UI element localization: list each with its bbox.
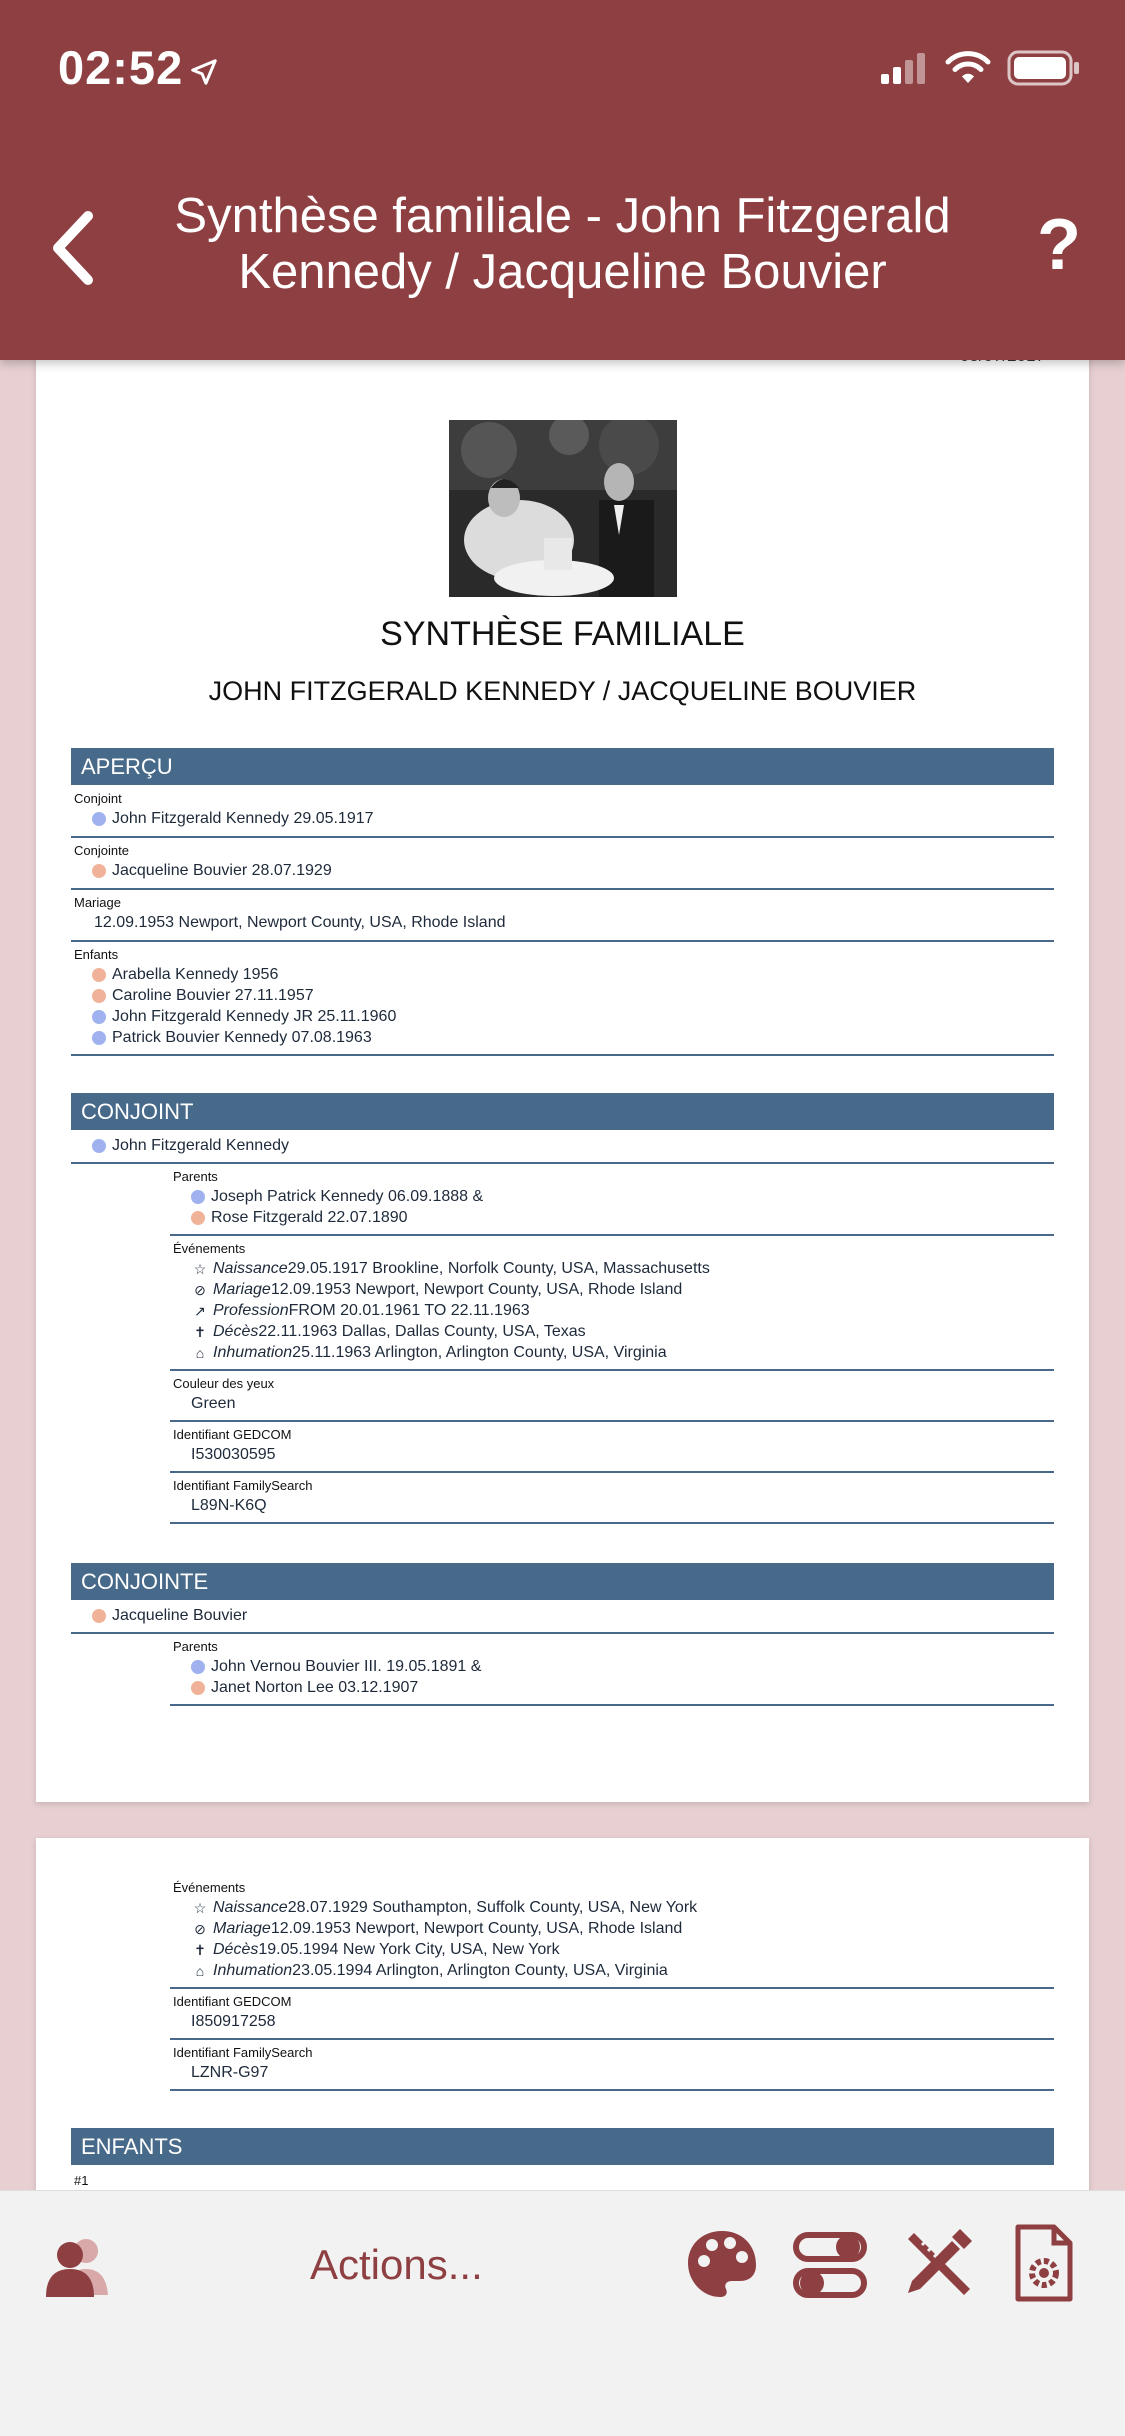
chevron-left-icon xyxy=(46,208,106,288)
tomb-icon: ⌂ xyxy=(195,1345,205,1361)
status-icons xyxy=(879,50,1081,86)
report-title: SYNTHÈSE FAMILIALE xyxy=(380,615,745,653)
conjoint-label: Conjoint xyxy=(74,791,122,806)
divider xyxy=(170,2089,1054,2091)
event-naissance: ☆ Naissance 28.07.1929 Southampton, Suffolk County, USA, New York xyxy=(191,1899,697,1917)
location-arrow-icon xyxy=(189,57,219,87)
parent-mother[interactable]: Rose Fitzgerald 22.07.1890 xyxy=(191,1209,408,1227)
divider xyxy=(71,888,1054,890)
gedcom-value: I530030595 xyxy=(191,1446,276,1463)
settings-toggle-button[interactable] xyxy=(792,2229,868,2306)
rings-icon: ⊘ xyxy=(194,1920,206,1937)
male-dot-icon xyxy=(92,1010,106,1024)
divider xyxy=(71,1054,1054,1056)
report-page-1 xyxy=(36,340,1089,1802)
divider xyxy=(71,1632,1054,1634)
parent-father[interactable]: Joseph Patrick Kennedy 06.09.1888 & xyxy=(191,1188,483,1206)
divider xyxy=(71,836,1054,838)
female-dot-icon xyxy=(92,1609,106,1623)
child-number-label: #1 xyxy=(74,2173,89,2188)
event-mariage: ⊘ Mariage 12.09.1953 Newport, Newport County, USA, Rhode Island xyxy=(191,1281,682,1299)
divider xyxy=(170,1704,1054,1706)
male-dot-icon xyxy=(92,812,106,826)
star-icon: ☆ xyxy=(193,1260,207,1277)
rings-icon: ⊘ xyxy=(194,1281,206,1298)
male-dot-icon xyxy=(191,1190,205,1204)
palette-icon xyxy=(684,2227,760,2303)
event-inhumation: ⌂ Inhumation 23.05.1994 Arlington, Arlington County, USA, Virginia xyxy=(191,1962,668,1980)
mariage-label: Mariage xyxy=(74,895,121,910)
document-gear-icon xyxy=(1012,2223,1076,2303)
cellular-signal-icon xyxy=(879,52,929,84)
gedcom-label: Identifiant GEDCOM xyxy=(173,1427,292,1442)
familysearch-label: Identifiant FamilySearch xyxy=(173,1478,313,1493)
overview-child[interactable]: Patrick Bouvier Kennedy 07.08.1963 xyxy=(92,1029,372,1047)
section-conjoint-header: CONJOINT xyxy=(71,1093,1054,1130)
overview-child[interactable]: Caroline Bouvier 27.11.1957 xyxy=(92,987,314,1005)
event-deces: ✝ Décès 22.11.1963 Dallas, Dallas County, USA, Texas xyxy=(191,1323,586,1341)
couple-photo xyxy=(449,420,677,597)
persons-button[interactable] xyxy=(42,2229,114,2306)
gedcom-value: I850917258 xyxy=(191,2013,276,2030)
female-dot-icon xyxy=(92,864,106,878)
conjointe-label: Conjointe xyxy=(74,843,129,858)
enfants-label: Enfants xyxy=(74,947,119,962)
overview-conjoint[interactable]: John Fitzgerald Kennedy 29.05.1917 xyxy=(92,810,374,828)
section-enfants-header: ENFANTS xyxy=(71,2128,1054,2165)
report-subtitle: JOHN FITZGERALD KENNEDY / JACQUELINE BOUVIER xyxy=(208,676,917,706)
actions-button[interactable]: Actions... xyxy=(310,2241,483,2288)
overview-conjointe[interactable]: Jacqueline Bouvier 28.07.1929 xyxy=(92,862,332,880)
overview-mariage: 12.09.1953 Newport, Newport County, USA, Rhode Island xyxy=(94,914,506,931)
section-apercu-header: APERÇU xyxy=(71,748,1054,785)
battery-icon xyxy=(1007,50,1081,86)
female-dot-icon xyxy=(191,1681,205,1695)
document-settings-button[interactable] xyxy=(1012,2223,1076,2308)
eye-color-label: Couleur des yeux xyxy=(173,1376,275,1391)
overview-child[interactable]: Arabella Kennedy 1956 xyxy=(92,966,278,984)
event-inhumation: ⌂ Inhumation 25.11.1963 Arlington, Arlington County, USA, Virginia xyxy=(191,1344,667,1362)
events-label: Événements xyxy=(173,1880,246,1895)
male-dot-icon xyxy=(191,1660,205,1674)
male-dot-icon xyxy=(92,1139,106,1153)
event-profession: ↗ Profession FROM 20.01.1961 TO 22.11.1963 xyxy=(191,1302,530,1320)
pencil-ruler-icon xyxy=(900,2225,976,2301)
familysearch-label: Identifiant FamilySearch xyxy=(173,2045,313,2060)
persons-icon xyxy=(42,2229,114,2301)
divider xyxy=(170,2038,1054,2040)
female-dot-icon xyxy=(92,989,106,1003)
parent-father[interactable]: John Vernou Bouvier III. 19.05.1891 & xyxy=(191,1658,481,1676)
familysearch-value: LZNR-G97 xyxy=(191,2064,269,2081)
familysearch-value: L89N-K6Q xyxy=(191,1497,267,1514)
divider xyxy=(170,1234,1054,1236)
divider xyxy=(170,1471,1054,1473)
conjointe-name[interactable]: Jacqueline Bouvier xyxy=(92,1607,247,1625)
bottom-toolbar xyxy=(0,2190,1125,2436)
help-button[interactable]: ? xyxy=(1037,205,1081,285)
female-dot-icon xyxy=(191,1211,205,1225)
parent-mother[interactable]: Janet Norton Lee 03.12.1907 xyxy=(191,1679,418,1697)
gedcom-label: Identifiant GEDCOM xyxy=(173,1994,292,2009)
event-naissance: ☆ Naissance 29.05.1917 Brookline, Norfolk County, USA, Massachusetts xyxy=(191,1260,710,1278)
arrow-icon: ↗ xyxy=(194,1302,206,1319)
female-dot-icon xyxy=(92,968,106,982)
tomb-icon: ⌂ xyxy=(195,1963,205,1979)
page-title: Synthèse familiale - John Fitzgerald Kennedy / Jacqueline Bouvier xyxy=(174,189,951,299)
conjoint-name[interactable]: John Fitzgerald Kennedy xyxy=(92,1137,289,1155)
cross-icon: ✝ xyxy=(194,1941,206,1958)
divider xyxy=(170,1987,1054,1989)
divider xyxy=(170,1369,1054,1371)
navigation-header xyxy=(0,0,1125,360)
theme-button[interactable] xyxy=(684,2227,760,2308)
divider xyxy=(170,1522,1054,1524)
parents-label: Parents xyxy=(173,1169,218,1184)
wifi-icon xyxy=(945,51,991,85)
event-mariage: ⊘ Mariage 12.09.1953 Newport, Newport County, USA, Rhode Island xyxy=(191,1920,682,1938)
divider xyxy=(71,1162,1054,1164)
events-label: Événements xyxy=(173,1241,246,1256)
section-conjointe-header: CONJOINTE xyxy=(71,1563,1054,1600)
star-icon: ☆ xyxy=(193,1899,207,1916)
event-deces: ✝ Décès 19.05.1994 New York City, USA, New York xyxy=(191,1941,560,1959)
eye-color-value: Green xyxy=(191,1395,236,1412)
cross-icon: ✝ xyxy=(194,1323,206,1340)
status-time: 02:52 xyxy=(58,40,219,95)
divider xyxy=(170,1420,1054,1422)
divider xyxy=(71,940,1054,942)
parents-label: Parents xyxy=(173,1639,218,1654)
back-button[interactable] xyxy=(46,208,106,288)
toggles-icon xyxy=(792,2229,868,2301)
tools-button[interactable] xyxy=(900,2225,976,2306)
overview-child[interactable]: John Fitzgerald Kennedy JR 25.11.1960 xyxy=(92,1008,396,1026)
male-dot-icon xyxy=(92,1031,106,1045)
